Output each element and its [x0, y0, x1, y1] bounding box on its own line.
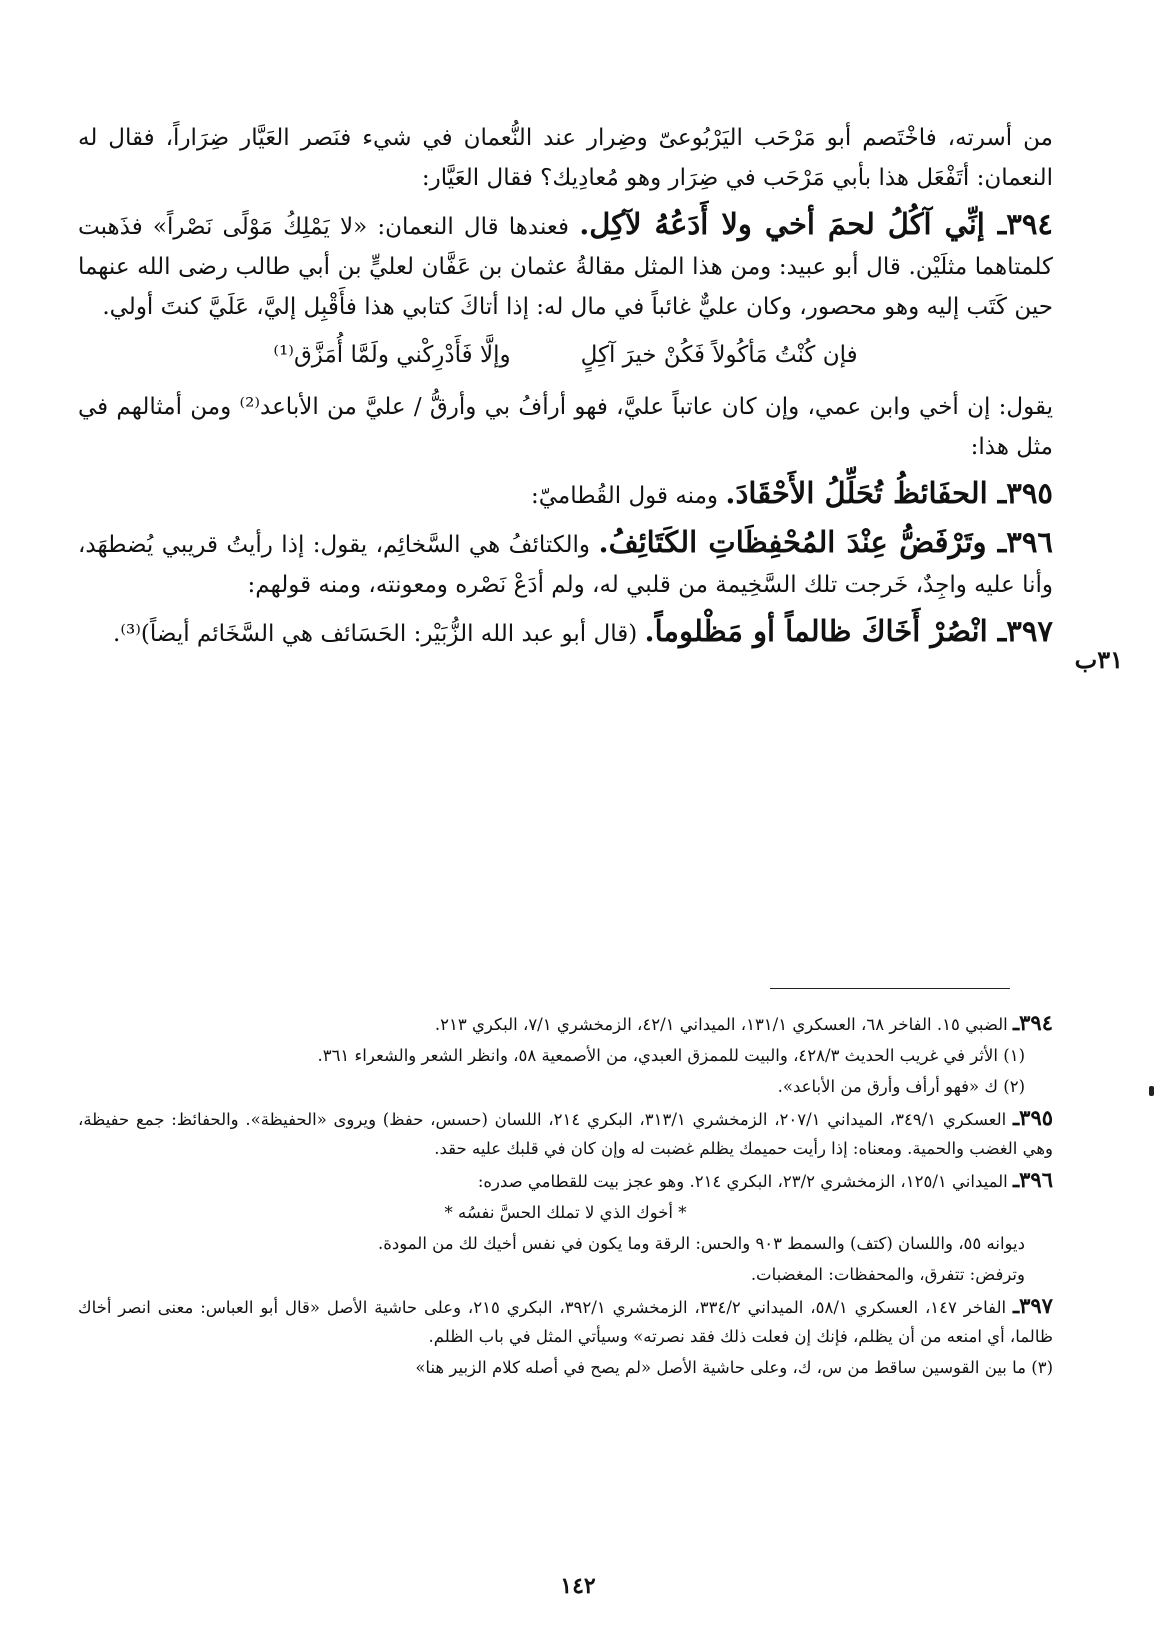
page-number: ١٤٢: [560, 1573, 596, 1599]
proverb-394-heading: ٣٩٤ـ إنِّي آكُلُ لحمَ أخي ولا أَدَعُهُ لآكِل.: [579, 207, 1054, 241]
footnote-397-number: ٣٩٧ـ: [1012, 1293, 1053, 1318]
footnote-396-gloss: وترفض: تتفرق، والمحفظات: المغضبات.: [750, 1265, 1025, 1284]
footnote-396-verse: * أخوك الذي لا تملك الحسَّ نفسُه *: [444, 1203, 687, 1222]
footnote-397: [78, 1291, 1053, 1351]
footnote-separator: [770, 988, 1010, 989]
footnote-394: [78, 1008, 1053, 1039]
footnote-2: (٢) ك «فهو أرأف وأرق من الأباعد».: [777, 1077, 1025, 1096]
paragraph-commentary: يقول: إن أخي وابن عمي، وإن كان عاتباً عليَّ، فهو أرأفُ بي وأرقُّ / عليَّ من الأباعد⁽²⁾ ومن أمثالهم في مثل هذا:: [78, 394, 1053, 460]
proverb-397-text: (قال أبو عبد الله الزُّبَيْر: الحَسَائف هي السَّخَائم أيضاً)⁽³⁾.: [113, 621, 638, 647]
verse-first-hemistich: فإن كُنْتُ مَأكُولاً فَكُنْ خيرَ آكِلٍ: [580, 342, 858, 368]
footnote-396: [78, 1165, 1053, 1196]
footnote-396-text: الميداني ١٢٥/١، الزمخشري ٢٣/٢، البكري ٢١٤. وهو عجز بيت للقطامي صدره:: [477, 1172, 1008, 1191]
verse-line: [78, 333, 1053, 377]
footnote-396-number: ٣٩٦ـ: [1013, 1167, 1053, 1192]
main-text: [78, 118, 1123, 674]
proverb-394-text: فعندها قال النعمان: «لا يَمْلِكُ مَوْلًى نَصْراً» فذَهبت كلمتاهما مثلَيْن. قال أبو عبيد: ومن هذا المثل مقالةُ عثمان بن عَفَّان لعليٍّ بن أبي طالب رضى الله عنهما حين كَتَب إليه وهو محصور، وكان عليٌّ غائباً في مال له: إذا أتاكَ كتابي هذا فأَقْبِل إليَّ، عَلَيَّ كنتَ أولي.: [78, 214, 1053, 320]
paragraph-proverb-397: [78, 611, 1053, 654]
proverb-397-heading: ٣٩٧ـ انْصُرْ أَخَاكَ ظالماً أو مَظْلوماً.: [644, 614, 1053, 648]
proverb-395-text: ومنه قول القُطاميّ:: [530, 483, 719, 509]
proverb-396-text: والكتائفُ هي السَّخائِم، يقول: إذا رأيتُ قريبي يُضطهَد، وأنا عليه واجِدٌ، خَرجت تلك السَّخِيمة من قلبي له، ولم أدَعْ نَصْره ومعونته، ومنه قولهم:: [78, 532, 1053, 598]
verse-second-hemistich: وإلَّا فَأَدْرِكْني ولَمَّا أُمَزَّق⁽¹⁾: [273, 342, 511, 368]
footnotes: [78, 1008, 1053, 1384]
footnote-396-sources: ديوانه ٥٥، واللسان (كتف) والسمط ٩٠٣ والحس: الرقة وما يكون في نفس أخيك لك من المودة.: [378, 1234, 1025, 1253]
footnote-394-text: الضبي ١٥. الفاخر ٦٨، العسكري ١٣١/١، الميداني ٤٢/١، الزمخشري ٧/١، البكري ٢١٣.: [434, 1015, 1008, 1034]
paragraph-proverb-395: [78, 473, 1053, 516]
footnote-395-number: ٣٩٥ـ: [1013, 1105, 1054, 1130]
footnote-395-text: العسكري ٣٤٩/١، الميداني ٢٠٧/١، الزمخشري ٣١٣/١، البكري ٢١٤، اللسان (حسس، حفظ) ويروى «الحفيظة». والحفائظ: جمع حفيظة، وهي الغضب والحمية. ومعناه: إذا رأيت حميمك يظلم غضبت له وإن كان في قلبك عليه حقد.: [78, 1110, 1053, 1158]
footnote-394-number: ٣٩٤ـ: [1013, 1010, 1053, 1035]
footnote-1: (١) الأثر في غريب الحديث ٤٢٨/٣، والبيت للممزق العبدي، من الأصمعية ٥٨، وانظر الشعر والشعراء ٣٦١.: [317, 1046, 1025, 1065]
proverb-396-heading: ٣٩٦ـ وتَرْفَضُّ عِنْدَ المُحْفِظَاتِ الكَتَائِفُ.: [598, 525, 1054, 559]
footnote-3: (٣) ما بين القوسين ساقط من س، ك، وعلى حاشية الأصل «لم يصح في أصله كلام الزبير هنا»: [415, 1358, 1053, 1377]
margin-folio-note: ٣١ب: [1074, 645, 1123, 674]
footnote-397-text: الفاخر ١٤٧، العسكري ٥٨/١، الميداني ٣٣٤/٢، الزمخشري ٣٩٢/١، البكري ٢١٥، وعلى حاشية الأصل «قال أبو العباس: معنى انصر أخاك ظالما، أي امنعه من أن يظلم، فإنك إن فعلت ذلك فقد نصرته» وسيأتي المثل في باب الظلم.: [78, 1298, 1053, 1346]
paragraph-intro: من أسرته، فاخْتَصم أبو مَرْحَب اليَرْبُوعىّ وضِرار عند النُّعمان في شيء فنَصر العَيَّار ضِرَاراً، فقال له النعمان: أتَفْعَل هذا بأبي مَرْحَب في ضِرَار وهو مُعادِيك؟ فقال العَيَّار:: [78, 125, 1053, 191]
page-edge-mark: [1149, 1086, 1154, 1096]
paragraph-proverb-396: [78, 522, 1053, 605]
paragraph-proverb-394: [78, 204, 1053, 327]
proverb-395-heading: ٣٩٥ـ الحفَائظُ تُحَلِّلُ الأَحْقَادَ.: [725, 476, 1053, 510]
footnote-395: [78, 1103, 1053, 1163]
